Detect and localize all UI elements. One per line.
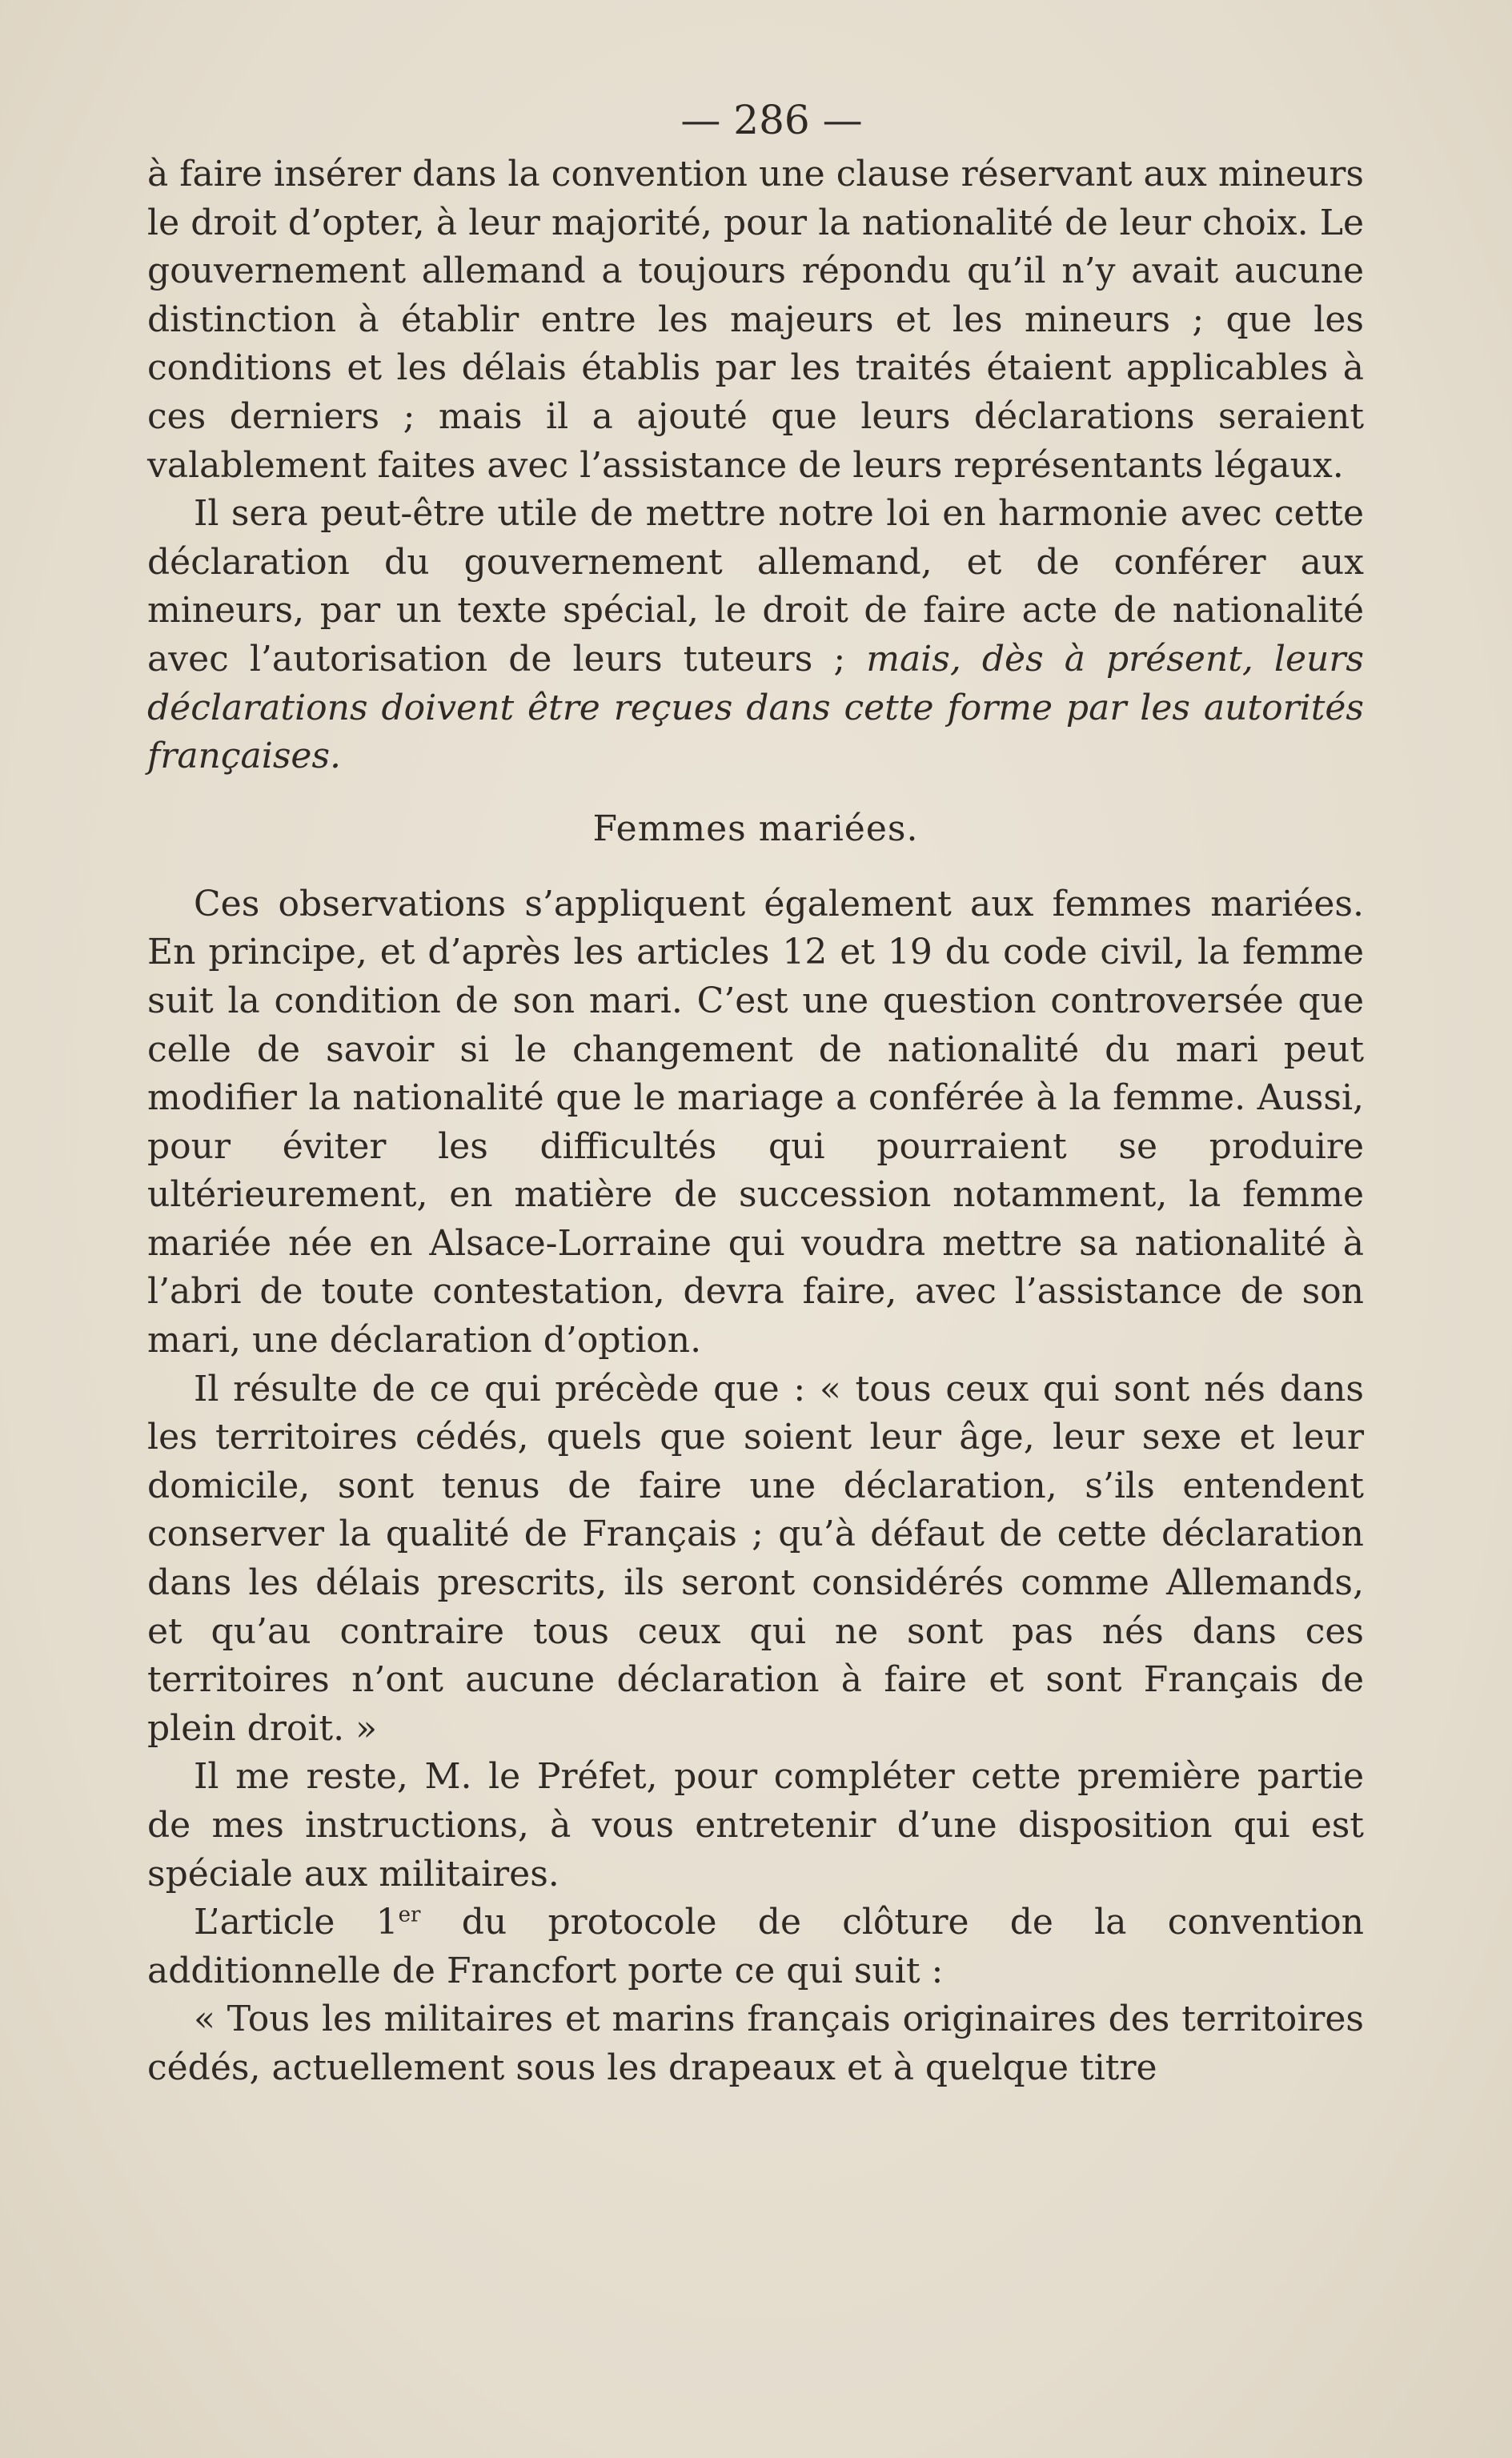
italic-emphasis: mais, dès à présent, leurs déclarations doivent être reçues dans cette forme par les autorités françaises.: [147, 638, 1364, 777]
section-heading: Femmes mariées.: [592, 808, 919, 849]
page-number: — 286 —: [680, 97, 863, 143]
paragraph-married-women: Ces observations s’appliquent également aux femmes mariées. En principe, et d’après les articles 12 et 19 du code civil, la femme suit la condition de son mari. C’est une question controversée que celle de savoir si le changement de nationalité du mari peut modifier la nationalité que le mariage a conférée à la femme. Aussi, pour éviter les difficultés qui pourraient se produire ultérieurement, en matière de succession notamment, la femme mariée née en Alsace-Lorraine qui voudra mettre sa nationalité à l’abri de toute contestation, devra faire, avec l’assistance de son mari, une déclaration d’option.: [147, 883, 1364, 1361]
paragraph-summary-quote: Il résulte de ce qui précède que : « tous ceux qui sont nés dans les territoires cédés, quels que soient leur âge, leur sexe et leur domicile, sont tenus de faire une déclaration, s’ils entendent conserver la qualité de Français ; qu’à défaut de cette déclaration dans les délais prescrits, ils seront considérés comme Allemands, et qu’au contraire tous ceux qui ne sont pas nés dans ces territoires n’ont aucune déclaration à faire et sont Français de plein droit. »: [147, 1368, 1364, 1749]
paragraph-protocol-quote: « Tous les militaires et marins français originaires des territoires cédés, actuellement sous les drapeaux et à quelque titre: [147, 1999, 1364, 2088]
paragraph-continuation: à faire insérer dans la convention une clause réservant aux mineurs le droit d’opter, à leur majorité, pour la nationalité de leur choix. Le gouvernement allemand a toujours répondu qu’il n’y avait aucune distinction à établir entre les majeurs et les mineurs ; que les conditions et les délais établis par les traités étaient applicables à ces derniers ; mais il a ajouté que leurs déclarations seraient valablement faites avec l’assistance de leurs représentants légaux.: [147, 154, 1364, 486]
paragraph-minors: Il sera peut-être utile de mettre notre loi en harmonie avec cette déclaration du gouvernement allemand, et de conférer aux mineurs, par un texte spécial, le droit de faire acte de nationalité avec l’autorisation de leurs tuteurs ; mais, dès à présent, leurs déclarations doivent être reçues dans cette forme par les autorités françaises.: [147, 493, 1364, 777]
superscript-er: er: [398, 1903, 421, 1927]
paragraph-military-intro: Il me reste, M. le Préfet, pour compléter cette première partie de mes instructions, à vous entretenir d’une disposition qui est spéciale aux militaires.: [147, 1756, 1364, 1895]
paragraph-article-reference: L’article 1er du protocole de clôture de la convention additionnelle de Francfort porte ce qui suit :: [147, 1902, 1364, 1991]
page-text-block: [147, 96, 1364, 2093]
